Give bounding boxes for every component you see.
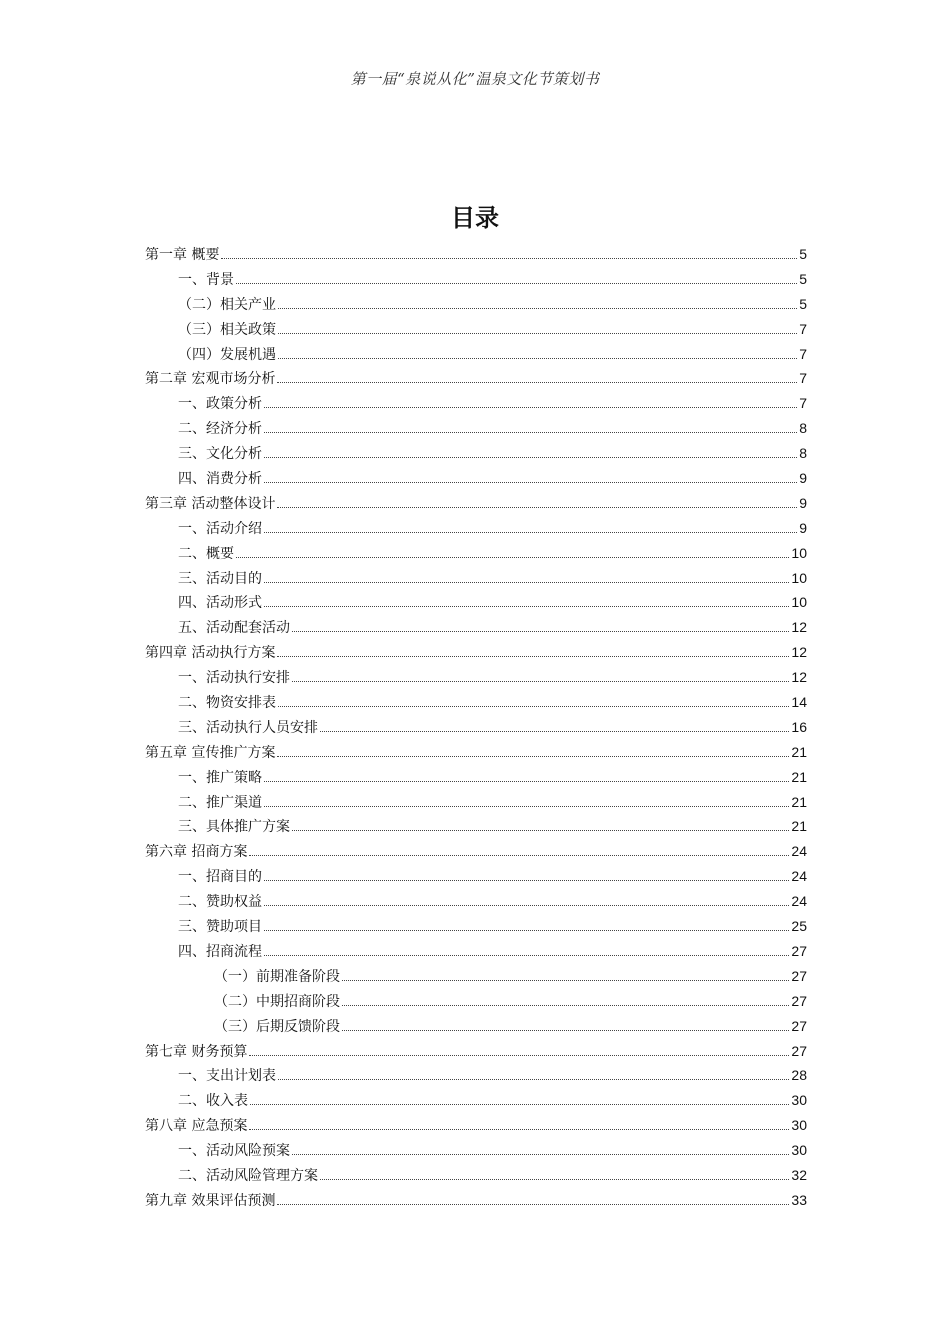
toc-entry[interactable] [145,889,807,914]
toc-entry[interactable] [145,740,807,765]
toc-entry-label: 第六章 招商方案 [145,844,248,861]
dot-leader [249,1055,789,1056]
table-of-contents [145,242,807,1213]
dot-leader [278,333,797,334]
toc-entry[interactable] [145,615,807,640]
dot-leader [278,706,789,707]
toc-entry-label: 一、支出计划表 [178,1068,276,1085]
toc-entry-label: （三）相关政策 [178,321,276,338]
toc-entry-page-number: 16 [791,718,807,735]
toc-entry[interactable] [145,715,807,740]
dot-leader [236,283,797,284]
dot-leader [292,681,789,682]
toc-entry-label: 第七章 财务预算 [145,1043,248,1060]
dot-leader [264,482,797,483]
toc-entry[interactable] [145,1138,807,1163]
toc-entry[interactable] [145,839,807,864]
toc-entry-label: 一、政策分析 [178,396,262,413]
toc-entry-page-number: 7 [799,370,807,387]
toc-entry-label: 第五章 宣传推广方案 [145,744,276,761]
toc-entry[interactable] [145,1039,807,1064]
dot-leader [264,582,789,583]
toc-entry-page-number: 9 [799,494,807,511]
toc-entry[interactable] [145,366,807,391]
toc-entry-label: 第二章 宏观市场分析 [145,371,276,388]
dot-leader [264,432,797,433]
toc-entry[interactable] [145,590,807,615]
dot-leader [264,930,789,931]
toc-entry-page-number: 24 [791,843,807,860]
toc-entry-label: （一）前期准备阶段 [214,968,340,985]
toc-entry-label: 一、背景 [178,271,234,288]
toc-entry-page-number: 30 [791,1092,807,1109]
toc-entry[interactable] [145,566,807,591]
toc-entry-page-number: 8 [799,420,807,437]
toc-entry-page-number: 12 [791,619,807,636]
toc-entry[interactable] [145,491,807,516]
toc-entry-page-number: 12 [791,669,807,686]
toc-entry-label: （二）相关产业 [178,296,276,313]
toc-entry-page-number: 27 [791,992,807,1009]
toc-entry-page-number: 28 [791,1067,807,1084]
toc-entry[interactable] [145,790,807,815]
toc-entry[interactable] [145,989,807,1014]
toc-entry[interactable] [145,267,807,292]
toc-entry-label: 四、活动形式 [178,595,262,612]
toc-entry-label: （四）发展机遇 [178,346,276,363]
toc-entry-label: 一、招商目的 [178,869,262,886]
toc-entry-page-number: 5 [799,270,807,287]
dot-leader [342,980,789,981]
toc-entry-label: 四、招商流程 [178,943,262,960]
toc-entry[interactable] [145,541,807,566]
dot-leader [278,308,797,309]
toc-entry-label: （二）中期招商阶段 [214,993,340,1010]
dot-leader [292,631,789,632]
toc-entry[interactable] [145,1088,807,1113]
toc-entry-label: 二、赞助权益 [178,894,262,911]
toc-entry[interactable] [145,292,807,317]
dot-leader [250,1104,789,1105]
toc-entry[interactable] [145,914,807,939]
toc-entry-label: 第四章 活动执行方案 [145,645,276,662]
toc-entry-label: 二、推广渠道 [178,794,262,811]
dot-leader [264,905,789,906]
toc-entry-label: 四、消费分析 [178,471,262,488]
toc-entry-page-number: 10 [791,594,807,611]
toc-entry[interactable] [145,690,807,715]
toc-entry-label: 五、活动配套活动 [178,620,290,637]
dot-leader [320,1179,789,1180]
toc-entry[interactable] [145,1113,807,1138]
toc-entry-label: 三、文化分析 [178,446,262,463]
dot-leader [292,830,789,831]
toc-entry-page-number: 7 [799,320,807,337]
dot-leader [277,756,789,757]
toc-entry-label: （三）后期反馈阶段 [214,1018,340,1035]
toc-entry[interactable] [145,342,807,367]
dot-leader [277,656,789,657]
dot-leader [320,731,789,732]
toc-entry-page-number: 27 [791,1042,807,1059]
dot-leader [249,1129,789,1130]
toc-entry-label: 二、物资安排表 [178,695,276,712]
toc-entry[interactable] [145,1163,807,1188]
toc-entry-page-number: 9 [799,470,807,487]
toc-entry-page-number: 7 [799,395,807,412]
running-header: 第一届“泉说从化”温泉文化节策划书 [350,70,600,88]
toc-entry[interactable] [145,964,807,989]
toc-entry-page-number: 27 [791,942,807,959]
toc-entry[interactable] [145,1014,807,1039]
toc-entry[interactable] [145,242,807,267]
toc-entry-page-number: 14 [791,694,807,711]
toc-entry-label: 三、赞助项目 [178,919,262,936]
toc-entry-label: 第三章 活动整体设计 [145,495,276,512]
toc-entry-page-number: 5 [799,295,807,312]
toc-entry-page-number: 21 [791,818,807,835]
dot-leader [249,855,789,856]
toc-entry-page-number: 24 [791,893,807,910]
dot-leader [264,806,789,807]
toc-entry-page-number: 30 [791,1142,807,1159]
toc-entry[interactable] [145,1188,807,1213]
toc-entry-page-number: 25 [791,918,807,935]
toc-entry[interactable] [145,391,807,416]
toc-entry[interactable] [145,814,807,839]
toc-entry-page-number: 21 [791,768,807,785]
toc-entry-label: 二、概要 [178,545,234,562]
toc-entry-page-number: 27 [791,1017,807,1034]
dot-leader [277,382,797,383]
dot-leader [264,955,789,956]
dot-leader [277,507,797,508]
toc-entry-label: 一、活动介绍 [178,520,262,537]
toc-entry[interactable] [145,1063,807,1088]
toc-entry[interactable] [145,939,807,964]
dot-leader [277,1204,789,1205]
toc-entry-label: 第八章 应急预案 [145,1118,248,1135]
dot-leader [292,1154,789,1155]
toc-entry-page-number: 5 [799,246,807,262]
toc-entry[interactable] [145,864,807,889]
toc-entry[interactable] [145,665,807,690]
toc-entry-page-number: 32 [791,1166,807,1183]
toc-entry-label: 三、活动目的 [178,570,262,587]
toc-entry[interactable] [145,317,807,342]
toc-entry-page-number: 21 [791,793,807,810]
dot-leader [264,606,789,607]
toc-entry-page-number: 21 [791,743,807,760]
toc-entry-page-number: 12 [791,644,807,661]
dot-leader [278,1079,789,1080]
dot-leader [264,407,797,408]
toc-entry-page-number: 9 [799,519,807,536]
toc-entry-page-number: 30 [791,1117,807,1134]
dot-leader [236,557,789,558]
toc-entry-label: 第一章 概要 [145,247,220,263]
toc-entry-label: 二、活动风险管理方案 [178,1167,318,1184]
toc-entry-page-number: 33 [791,1191,807,1208]
toc-entry-label: 一、活动执行安排 [178,670,290,687]
toc-entry-label: 一、推广策略 [178,769,262,786]
toc-entry-page-number: 8 [799,445,807,462]
toc-entry[interactable] [145,516,807,541]
toc-entry-page-number: 27 [791,967,807,984]
dot-leader [264,781,789,782]
dot-leader [264,532,797,533]
toc-entry-page-number: 7 [799,345,807,362]
dot-leader [264,457,797,458]
dot-leader [221,258,797,259]
toc-entry[interactable] [145,640,807,665]
dot-leader [278,358,797,359]
toc-entry-page-number: 10 [791,569,807,586]
toc-entry-label: 二、收入表 [178,1093,248,1110]
toc-title: 目录 [451,204,499,232]
dot-leader [264,880,789,881]
toc-entry[interactable] [145,441,807,466]
dot-leader [342,1005,789,1006]
toc-entry-page-number: 24 [791,868,807,885]
toc-entry-label: 三、具体推广方案 [178,819,290,836]
toc-entry[interactable] [145,466,807,491]
toc-entry[interactable] [145,765,807,790]
toc-entry-label: 三、活动执行人员安排 [178,719,318,736]
toc-entry-label: 第九章 效果评估预测 [145,1192,276,1209]
dot-leader [342,1030,789,1031]
toc-entry-label: 二、经济分析 [178,421,262,438]
toc-entry-label: 一、活动风险预案 [178,1143,290,1160]
toc-entry[interactable] [145,416,807,441]
toc-entry-page-number: 10 [791,544,807,561]
